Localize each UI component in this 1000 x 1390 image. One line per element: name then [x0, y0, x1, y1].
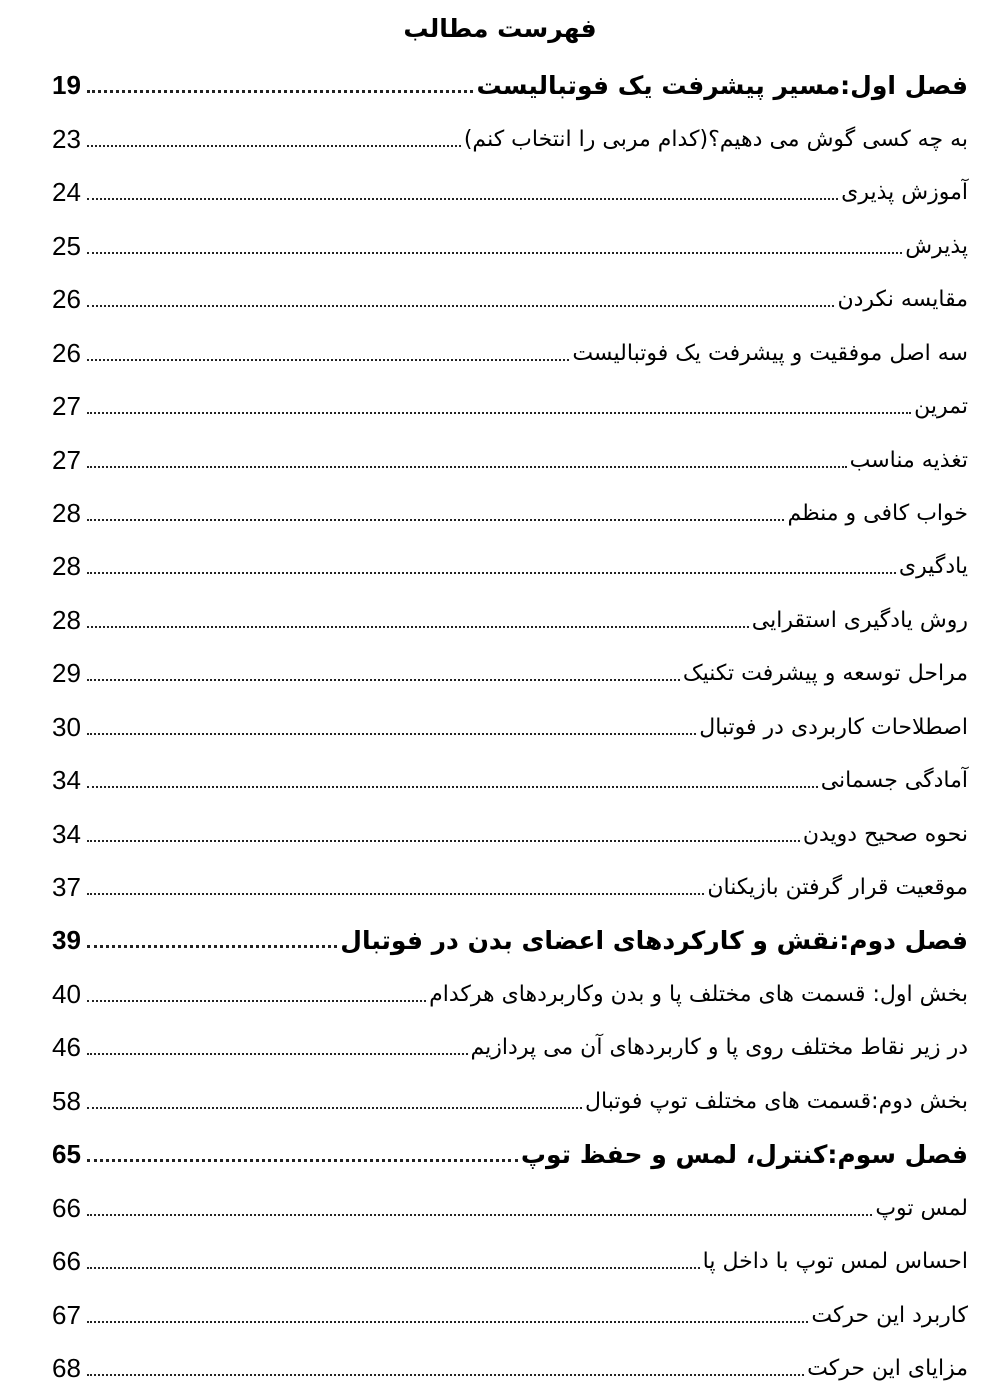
- toc-entry-text: کاربرد این حرکت: [811, 1302, 968, 1328]
- toc-page-number: 27: [52, 391, 81, 422]
- toc-entry-text: به چه کسی گوش می دهیم؟(کدام مربی را انتخاب کنم): [463, 126, 968, 152]
- toc-entry-text: موقعیت قرار گرفتن بازیکنان: [707, 875, 968, 900]
- toc-section-entry[interactable]: [52, 535, 968, 588]
- toc-entry-text: بخش دوم:قسمت های مختلف توپ فوتبال: [585, 1088, 968, 1114]
- toc-page-number: 25: [52, 230, 81, 261]
- toc-section-entry[interactable]: [52, 588, 968, 641]
- toc-section-entry[interactable]: [52, 1337, 968, 1390]
- toc-section-entry[interactable]: [52, 428, 968, 481]
- toc-page-number: 29: [52, 658, 81, 689]
- toc-section-entry[interactable]: [52, 268, 968, 321]
- toc-entry-text: لمس توپ: [875, 1195, 968, 1221]
- toc-entry-text: آمادگی جسمانی: [820, 768, 968, 794]
- toc-entry-text: در زیر نقاط مختلف روی پا و کاربردهای آن می پردازیم: [470, 1035, 968, 1061]
- dot-leader: [87, 1107, 582, 1109]
- toc-page-number: 27: [52, 444, 81, 475]
- dot-leader: [87, 1267, 700, 1269]
- toc-page-number: 58: [52, 1085, 81, 1116]
- dot-leader: [87, 1374, 804, 1376]
- dot-leader: [87, 1053, 468, 1055]
- toc-section-entry[interactable]: [52, 1016, 968, 1069]
- toc-entry-text: خواب کافی و منظم: [787, 500, 968, 526]
- dot-leader: [87, 733, 696, 735]
- toc-page-number: 23: [52, 123, 81, 154]
- toc-entry-text: بخش اول: قسمت های مختلف پا و بدن وکاربردهای هرکدام: [429, 981, 968, 1007]
- toc-section-entry[interactable]: [52, 642, 968, 695]
- toc-entry-text: تمرین: [914, 394, 968, 420]
- toc-page-number: 39: [52, 925, 81, 956]
- toc-page-number: 28: [52, 551, 81, 582]
- toc-section-entry[interactable]: [52, 802, 968, 855]
- toc-section-entry[interactable]: [52, 1176, 968, 1229]
- toc-page-number: 34: [52, 818, 81, 849]
- toc-page-number: 30: [52, 711, 81, 742]
- dot-leader: [87, 1214, 872, 1216]
- dot-leader: [87, 1321, 808, 1323]
- toc-section-entry[interactable]: [52, 962, 968, 1015]
- toc-section-entry[interactable]: [52, 107, 968, 160]
- toc-entry-text: اصطلاحات کاربردی در فوتبال: [699, 714, 968, 740]
- toc-entry-text: مقایسه نکردن: [837, 287, 968, 313]
- toc-entry-text: روش یادگیری استقرایی: [751, 607, 968, 633]
- toc-chapter-entry[interactable]: [52, 1123, 968, 1176]
- toc-page-number: 66: [52, 1246, 81, 1277]
- toc-section-entry[interactable]: [52, 1230, 968, 1283]
- toc-page-number: 26: [52, 337, 81, 368]
- toc-entry-text: فصل سوم:کنترل، لمس و حفظ توپ: [520, 1140, 968, 1170]
- toc-entry-text: تغذیه مناسب: [849, 447, 968, 473]
- dot-leader: [87, 893, 704, 895]
- toc-entry-text: مراحل توسعه و پیشرفت تکنیک: [682, 661, 968, 687]
- toc-chapter-entry[interactable]: [52, 909, 968, 962]
- dot-leader: [87, 359, 569, 361]
- dot-leader: [87, 840, 800, 842]
- toc-page-number: 37: [52, 872, 81, 902]
- dot-leader: [87, 90, 473, 93]
- dot-leader: [87, 145, 461, 147]
- toc-page-number: 66: [52, 1192, 81, 1223]
- toc-section-entry[interactable]: [52, 1283, 968, 1336]
- toc-list: [52, 54, 968, 1390]
- dot-leader: [87, 1000, 426, 1002]
- toc-page-number: 46: [52, 1032, 81, 1063]
- toc-page-number: 24: [52, 177, 81, 208]
- dot-leader: [87, 305, 834, 307]
- toc-section-entry[interactable]: [52, 482, 968, 535]
- dot-leader: [87, 572, 896, 574]
- toc-page-number: 28: [52, 604, 81, 635]
- dot-leader: [87, 626, 749, 628]
- toc-title: فهرست مطالب: [403, 14, 597, 43]
- dot-leader: [87, 412, 911, 414]
- toc-entry-text: مزایای این حرکت: [807, 1355, 968, 1381]
- toc-section-entry[interactable]: [52, 321, 968, 374]
- dot-leader: [87, 198, 838, 200]
- toc-page-number: 67: [52, 1299, 81, 1330]
- toc-entry-text: فصل اول:مسیر پیشرفت یک فوتبالیست: [476, 71, 968, 101]
- toc-chapter-entry[interactable]: [52, 54, 968, 107]
- toc-section-entry[interactable]: [52, 214, 968, 267]
- dot-leader: [87, 679, 680, 681]
- toc-section-entry[interactable]: [52, 695, 968, 748]
- toc-section-entry[interactable]: [52, 749, 968, 802]
- toc-entry-text: پذیرش: [905, 233, 968, 259]
- dot-leader: [87, 1159, 518, 1162]
- toc-entry-text: نحوه صحیح دویدن: [802, 821, 968, 847]
- toc-section-entry[interactable]: [52, 375, 968, 428]
- toc-entry-text: سه اصل موفقیت و پیشرفت یک فوتبالیست: [572, 340, 968, 366]
- dot-leader: [87, 252, 902, 254]
- toc-page-number: 40: [52, 978, 81, 1009]
- toc-entry-text: آموزش پذیری: [841, 180, 968, 206]
- dot-leader: [87, 945, 337, 948]
- toc-section-entry[interactable]: [52, 1069, 968, 1122]
- toc-section-entry[interactable]: [52, 161, 968, 214]
- dot-leader: [87, 786, 818, 788]
- toc-page-number: 19: [52, 70, 81, 101]
- dot-leader: [87, 519, 784, 521]
- toc-entry-text: احساس لمس توپ با داخل پا: [702, 1249, 968, 1275]
- dot-leader: [87, 466, 847, 468]
- toc-entry-text: فصل دوم:نقش و کارکردهای اعضای بدن در فوتبال: [340, 926, 968, 956]
- toc-page-number: 34: [52, 765, 81, 796]
- toc-entry-text: یادگیری: [898, 554, 968, 580]
- toc-page-number: 28: [52, 497, 81, 528]
- toc-page-number: 65: [52, 1139, 81, 1170]
- toc-page-number: 26: [52, 284, 81, 315]
- toc-section-entry[interactable]: [52, 856, 968, 909]
- toc-page-number: 68: [52, 1352, 81, 1383]
